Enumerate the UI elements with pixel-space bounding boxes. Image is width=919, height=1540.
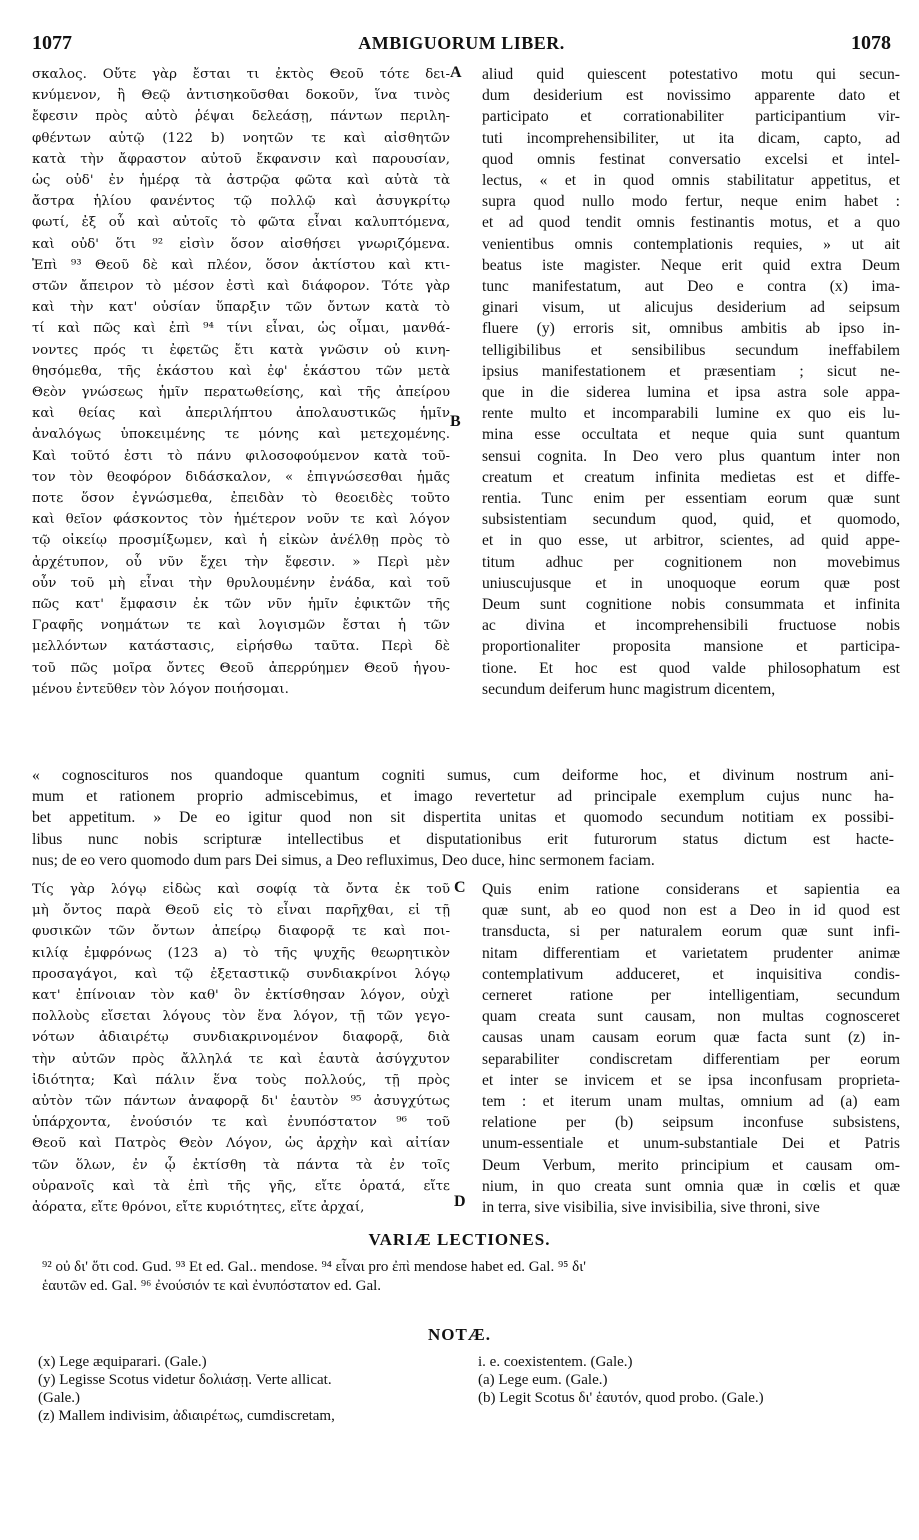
latin-text-line: venientibus omnis contemplationis requies, » ut ait bbox=[482, 235, 900, 253]
latin-text-line: et ad quod tendit omnis festinantis motus, et a quo bbox=[482, 214, 900, 232]
latin-text-line: lectus, « et in quod omnis stabilitatur appetitus, et bbox=[482, 172, 900, 190]
note-line: (y) Legisse Scotus videtur δολιάσῃ. Verte allicat. bbox=[38, 1372, 332, 1388]
latin-text-line: nus; de eo vero quomodo dum pars Dei simus, a Deo refluximus, Deo duce, hinc sermonem faciam. bbox=[32, 851, 655, 869]
latin-text-line: nium, in quo creata sunt omnia quæ in cœlis et quæ bbox=[482, 1177, 900, 1195]
latin-text-line: uniuscujusque et in unoquoque eorum quæ post bbox=[482, 574, 900, 592]
latin-text-line: in terra, sive visibilia, sive invisibilia, sive throni, sive bbox=[482, 1199, 820, 1217]
latin-text-line: Deum sunt cognitione nobis consummata et infinita bbox=[482, 596, 900, 614]
notae bbox=[38, 1353, 898, 1425]
greek-text-line: ἀόρατα, εἴτε θρόνοι, εἴτε κυριότητες, εἴτε ἀρχαί, bbox=[32, 1200, 365, 1216]
latin-text-line: aliud quid quiescent potestativo motu qui secun- bbox=[482, 66, 900, 83]
latin-text-line: ginari visum, ut alicujus desiderium ad seipsum bbox=[482, 299, 900, 317]
latin-text-line: tione. Et hoc est quod valde philosophatum est bbox=[482, 659, 900, 677]
latin-text-line: dum desiderium est novissimo apparente dato et bbox=[482, 87, 900, 105]
greek-text-line: καὶ τὴν κατ' οὐσίαν ὕπαρξιν τῶν ὄντων κατὰ τὸ bbox=[32, 300, 450, 316]
greek-column-bottom bbox=[32, 879, 450, 1218]
greek-text-line: νότων ἀδιαιρέτῳ συνδιακρινομένον διαφορᾷ, διὰ bbox=[32, 1030, 450, 1046]
latin-text-line: bet appetitum. » De eo igitur quod non sit dispertita unitas et quomodo secundum notitiam ex possibi- bbox=[32, 809, 894, 827]
greek-text-line: φωτί, ἐξ οὗ καὶ αὐτοῖς τὸ φῶτα εἶναι καλυπτόμενα, bbox=[32, 215, 450, 231]
latin-text-line: supra quod nullo modo fertur, neque enim habet : bbox=[482, 193, 900, 211]
latin-text-line: fluere (y) erroris sit, omnibus ambitis ab ipso in- bbox=[482, 320, 900, 338]
top-columns bbox=[32, 64, 900, 700]
variae-lectiones-title: VARIÆ LECTIONES. bbox=[368, 1230, 551, 1249]
page-number-right: 1078 bbox=[850, 32, 891, 54]
greek-text-line: κνύμενον, ἢ Θεῷ ἀντισηκοῦσθαι δοκοῦν, ἵνα τινὸς bbox=[32, 88, 450, 104]
latin-text-line: tem : et iterum unam multas, omnium ad (a) eam bbox=[482, 1093, 900, 1111]
margin-marker-a: A bbox=[450, 64, 462, 81]
greek-text-line: ὑπάρχοντα, ἐνούσιόν τε καὶ ἐνυπόστατον ⁹⁶ τοῦ bbox=[32, 1115, 450, 1131]
note-line: (x) Lege æquiparari. (Gale.) bbox=[38, 1354, 207, 1370]
greek-text-line: φυσικῶν τῶν ὄντων ἀπείρῳ διαφορᾷ τε καὶ ποι- bbox=[32, 924, 450, 940]
latin-text-line: que in die siderea lumina et ipsa astra sole appa- bbox=[482, 384, 900, 402]
margin-marker-c: C bbox=[454, 879, 466, 896]
greek-text-line: ἀρχέτυπον, οὗ νῦν ἔχει τὴν ἔφεσιν. » Περὶ μὲν bbox=[32, 554, 450, 570]
greek-text-line: αὐτὸν τῶν πάντων ἀναφορᾷ δι' ἑαυτὸν ⁹⁵ ἀσυγχύτως bbox=[32, 1094, 450, 1110]
latin-text-line: et in quo esse, ut arbitror, scientes, ad quid appe- bbox=[482, 532, 900, 550]
latin-text-line: telligibilibus et sensibilibus secundum ineffabilem bbox=[482, 341, 900, 359]
greek-text-line: Θεοῦ καὶ Πατρὸς Θεὸν Λόγον, ὡς ἀρχὴν καὶ αἰτίαν bbox=[32, 1136, 450, 1152]
greek-text-line: κατὰ τὴν ἄφραστον αὐτοῦ ἔκφανσιν καὶ παρουσίαν, bbox=[32, 151, 450, 167]
latin-text-line: sensui cognita. In Deo vero plus quantum inter non bbox=[482, 447, 900, 465]
greek-text-line: οὐρανοῖς καὶ τὰ ἐπὶ τῆς γῆς, εἴτε ὁρατά, εἴτε bbox=[32, 1178, 450, 1194]
note-line: (Gale.) bbox=[38, 1390, 81, 1406]
greek-text-line: θησόμεθα, τῆς ἑκάστου καὶ ἐφ' ἑκάστου τῶν μετὰ bbox=[32, 363, 450, 379]
latin-text-line: tuti incomprehensibiliter, ut ita dicam, capto, ad bbox=[482, 129, 900, 147]
latin-text-line: creatum et creatum infinita medietas est et diffe- bbox=[482, 468, 900, 486]
latin-text-line: et inter se invicem et se ipsa inconfusam proprieta- bbox=[482, 1071, 900, 1089]
latin-text-line: beatus iste magister. Neque erit quid extra Deum bbox=[482, 256, 900, 274]
latin-text-line: unum-essentiale et unum-substantiale Dei et Patris bbox=[482, 1135, 900, 1153]
greek-text-line: μελλόντων κατάστασις, εἰρήσθω ταῦτα. Περὶ δὲ bbox=[32, 639, 450, 655]
margin-marker-b: B bbox=[450, 413, 461, 430]
latin-text-line: rentia. Tunc enim per essentiam eorum quæ sunt bbox=[482, 490, 900, 508]
bottom-columns bbox=[32, 879, 900, 1218]
greek-text-line: νοντες πρός τι ἐφετῶς ἔτι κατὰ γνῶσιν οὐ κινη- bbox=[32, 342, 450, 358]
note-line: (a) Lege eum. (Gale.) bbox=[478, 1372, 608, 1388]
latin-text-line: rente multo et incomparabili lumine ex quo eis lu- bbox=[482, 405, 900, 423]
latin-text-line: relatione per (b) seipsum inconfuse subsistens, bbox=[482, 1114, 900, 1132]
greek-text-line: τί καὶ πῶς καὶ ἐπὶ ⁹⁴ τίνι εἶναι, ὡς οἶμαι, μανθά- bbox=[32, 321, 450, 337]
greek-text-line: Ἐπὶ ⁹³ Θεοῦ δὲ καὶ πλέον, ὅσον ἀκτίστου καὶ κτι- bbox=[32, 257, 450, 273]
greek-text-line: τῶν ὅλων, ἐν ᾧ ἐκτίσθη τὰ πάντα τὰ ἐν τοῖς bbox=[32, 1157, 450, 1173]
latin-text-line: « cognoscituros nos quandoque quantum cogniti sumus, cum deiforme hoc, et divinum nostrum ani- bbox=[32, 767, 894, 784]
greek-text-line: τῷ οἰκείῳ προσμίξωμεν, καὶ ἡ εἰκὼν ἀνέλθῃ πρὸς τὸ bbox=[32, 533, 450, 549]
greek-text-line: τὴν αὐτῶν πρὸς ἄλληλά τε καὶ ἑαυτὰ ἀσύγχυτον bbox=[32, 1051, 450, 1067]
notae-left-column bbox=[38, 1353, 458, 1425]
greek-text-line: Θεὸν γνώσεως ἡμῖν περατωθείσης, καὶ τῆς ἀπείρου bbox=[32, 385, 450, 401]
latin-column-top bbox=[482, 64, 900, 700]
latin-text-line: Deum Verbum, merito principium et causam om- bbox=[482, 1156, 900, 1174]
latin-text-line: separabiliter condiscretam differentiam per eorum bbox=[482, 1050, 900, 1068]
greek-text-line: ἔφεσιν πρὸς αὐτὸ ῥέψαι δελεάσῃ, πάντων περιλη- bbox=[32, 109, 450, 125]
latin-text-line: tunc manifestatum, aut Deo e contra (x) ima- bbox=[482, 278, 900, 296]
latin-text-line: mum et rationem proprio admiscebimus, et imago revertetur ad principale exemplum cujus nunc ha- bbox=[32, 788, 894, 806]
note-line: (b) Legit Scotus δι' ἑαυτόν, quod probo. (Gale.) bbox=[478, 1390, 764, 1406]
latin-text-line: participato et corrationabiliter participantium vir- bbox=[482, 108, 900, 126]
greek-text-line: στῶν ἄπειρον τὸ μέσον ἐστὶ καὶ διάφορον. Τότε γὰρ bbox=[32, 279, 450, 295]
latin-text-line: ipsius manifestationem et præsentiam ; sicut ne- bbox=[482, 362, 900, 380]
greek-text-line: ὡς οὐδ' ἐν ἡμέρᾳ τὰ ἀστρῷα φῶτα καὶ αὐτὰ τὰ bbox=[32, 173, 450, 189]
greek-text-line: κατ' ἐπίνοιαν τὸν καθ' ὃν ἐκτίσθησαν λόγον, οὐχὶ bbox=[32, 988, 450, 1004]
latin-text-line: quæ sunt, ab eo quod non est a Deo in id quod est bbox=[482, 902, 900, 920]
greek-text-line: κιλίᾳ ἐμφρόνως (123 a) τὸ τῆς ψυχῆς θεωρητικὸν bbox=[32, 945, 450, 961]
page-header bbox=[32, 32, 891, 58]
latin-text-line: ac divina et incomprehensibili fructuose nobis bbox=[482, 617, 900, 635]
note-line: i. e. coexistentem. (Gale.) bbox=[478, 1354, 633, 1370]
latin-text-line: Quis enim ratione considerans et sapientia ea bbox=[482, 881, 900, 898]
greek-text-line: ποτε ὅσον ἐγνώσμεθα, ἐπειδὰν τὸ θεοειδὲς τοῦτο bbox=[32, 491, 450, 507]
greek-text-line: ἰδιότητα; Καὶ πάλιν ἕνα τοὺς πολλούς, τῇ πρὸς bbox=[32, 1072, 450, 1088]
greek-text-line: οὖν τοῦ μὴ εἶναι τὴν θρυλουμένην ἐνάδα, καὶ τοῦ bbox=[32, 575, 450, 591]
full-width-paragraph bbox=[32, 765, 894, 871]
greek-text-line: ἄστρα ἡλίου φανέντος τῷ πολλῷ καὶ ἀσυγκρίτῳ bbox=[32, 194, 450, 210]
margin-marker-d: D bbox=[454, 1193, 466, 1210]
latin-text-line: proportionaliter proposita mansione et participa- bbox=[482, 638, 900, 656]
page-number-left: 1077 bbox=[32, 32, 72, 54]
greek-text-line: πολλοὺς εἴσεται λόγους τὸν ἕνα λόγον, τῇ τῶν γεγο- bbox=[32, 1009, 450, 1025]
greek-column-top bbox=[32, 64, 450, 700]
latin-text-line: secundum deiferum hunc magistrum dicentem, bbox=[482, 680, 776, 698]
greek-text-line: μένου ἐντεῦθεν τὸν λόγον ποιήσομαι. bbox=[32, 681, 289, 697]
greek-text-line: πῶς κατ' ἔμφασιν ἐκ τῶν νῦν ἡμῖν ἐφικτῶν τῆς bbox=[32, 597, 450, 613]
greek-text-line: καὶ θείας καὶ ἀπεριλήπτου ἀπολαυστικῶς ἡμῖν bbox=[32, 406, 450, 422]
latin-text-line: libus nunc nobis scripturæ intellectibus et disputationibus erit futurorum status dictum est hacte- bbox=[32, 830, 894, 848]
latin-text-line: contemplativum adduceret, et inquisitiva condis- bbox=[482, 965, 900, 983]
running-title: AMBIGUORUM LIBER. bbox=[358, 33, 565, 53]
latin-text-line: nitam differentiam et varietatem prudenter animæ bbox=[482, 944, 900, 962]
variae-lectiones bbox=[42, 1258, 902, 1296]
latin-text-line: quod omnis festinat conversatio excelsi et intel- bbox=[482, 150, 900, 168]
greek-text-line: Γραφῆς νοημάτων τε καὶ λογισμῶν ἔσται ἡ τῶν bbox=[32, 618, 450, 634]
greek-text-line: καὶ θεῖον φάσκοντος τὸν ἡμέτερον νοῦν τε καὶ λόγον bbox=[32, 512, 450, 528]
note-line: (z) Mallem indivisim, ἀδιαιρέτως, cumdiscretam, bbox=[38, 1408, 335, 1424]
latin-text-line: cerneret ratione per intelligentiam, secundum bbox=[482, 987, 900, 1005]
greek-text-line: Τίς γὰρ λόγῳ εἰδὼς καὶ σοφίᾳ τὰ ὄντα ἐκ τοῦ bbox=[32, 882, 450, 897]
latin-text-line: transducta, si per naturalem eorum quæ sunt infi- bbox=[482, 923, 900, 941]
greek-text-line: μὴ ὄντος παρὰ Θεοῦ εἰς τὸ εἶναι παρῆχθαι, εἰ τῇ bbox=[32, 903, 450, 919]
greek-text-line: καὶ οὐδ' ὅτι ⁹² εἰσὶν ὅσον αἰσθήσει γνωριζόμενα. bbox=[32, 236, 450, 252]
latin-text-line: subsistentiam secundum quod, quid, et quomodo, bbox=[482, 511, 900, 529]
greek-text-line: Καὶ τοῦτό ἐστι τὸ πάνυ φιλοσοφούμενον κατὰ τοῦ- bbox=[32, 448, 450, 464]
greek-text-line: τοῦ πῶς μοῖρα ὄντες Θεοῦ ἀπερρύημεν Θεοῦ ἡγου- bbox=[32, 660, 450, 676]
variant-reading-line: ἑαυτῶν ed. Gal. ⁹⁶ ἐνούσιόν τε καὶ ἐνυπόστατον ed. Gal. bbox=[42, 1278, 382, 1294]
variant-reading-line: ⁹² οὐ δι' ὅτι cod. Gud. ⁹³ Et ed. Gal.. mendose. ⁹⁴ εἶναι pro ἐπὶ mendose habet ed. Gal. ⁹⁵ δι' bbox=[42, 1259, 586, 1275]
notae-right-column bbox=[478, 1353, 898, 1425]
latin-text-line: quam creata sunt causam, non multas cognosceret bbox=[482, 1008, 900, 1026]
latin-text-line: causas unam causam eorum quæ facta sunt (z) in- bbox=[482, 1029, 900, 1047]
greek-text-line: ἀναλόγως ὑποκειμένης τε μόνης καὶ μετεχομένης. bbox=[32, 427, 450, 443]
greek-text-line: τον τὸν θεοφόρον διδάσκαλον, « ἐπιγνώσεσθαι ἡμᾶς bbox=[32, 469, 450, 485]
greek-text-line: σκαλος. Οὔτε γὰρ ἔσται τι ἐκτὸς Θεοῦ τότε δει- bbox=[32, 67, 450, 82]
latin-text-line: titum adhuc per cognitionem non movebimus bbox=[482, 553, 900, 571]
greek-text-line: προσαγάγοι, καὶ τῷ ἐξεταστικῷ συνδιακρίνοι λόγῳ bbox=[32, 966, 450, 982]
notae-title: NOTÆ. bbox=[427, 1325, 492, 1344]
latin-text-line: mina esse occultata et neque quia sunt quantum bbox=[482, 426, 900, 444]
latin-column-bottom bbox=[482, 879, 900, 1218]
greek-text-line: φθέντων αὐτῷ (122 b) νοητῶν τε καὶ αἰσθητῶν bbox=[32, 130, 450, 146]
